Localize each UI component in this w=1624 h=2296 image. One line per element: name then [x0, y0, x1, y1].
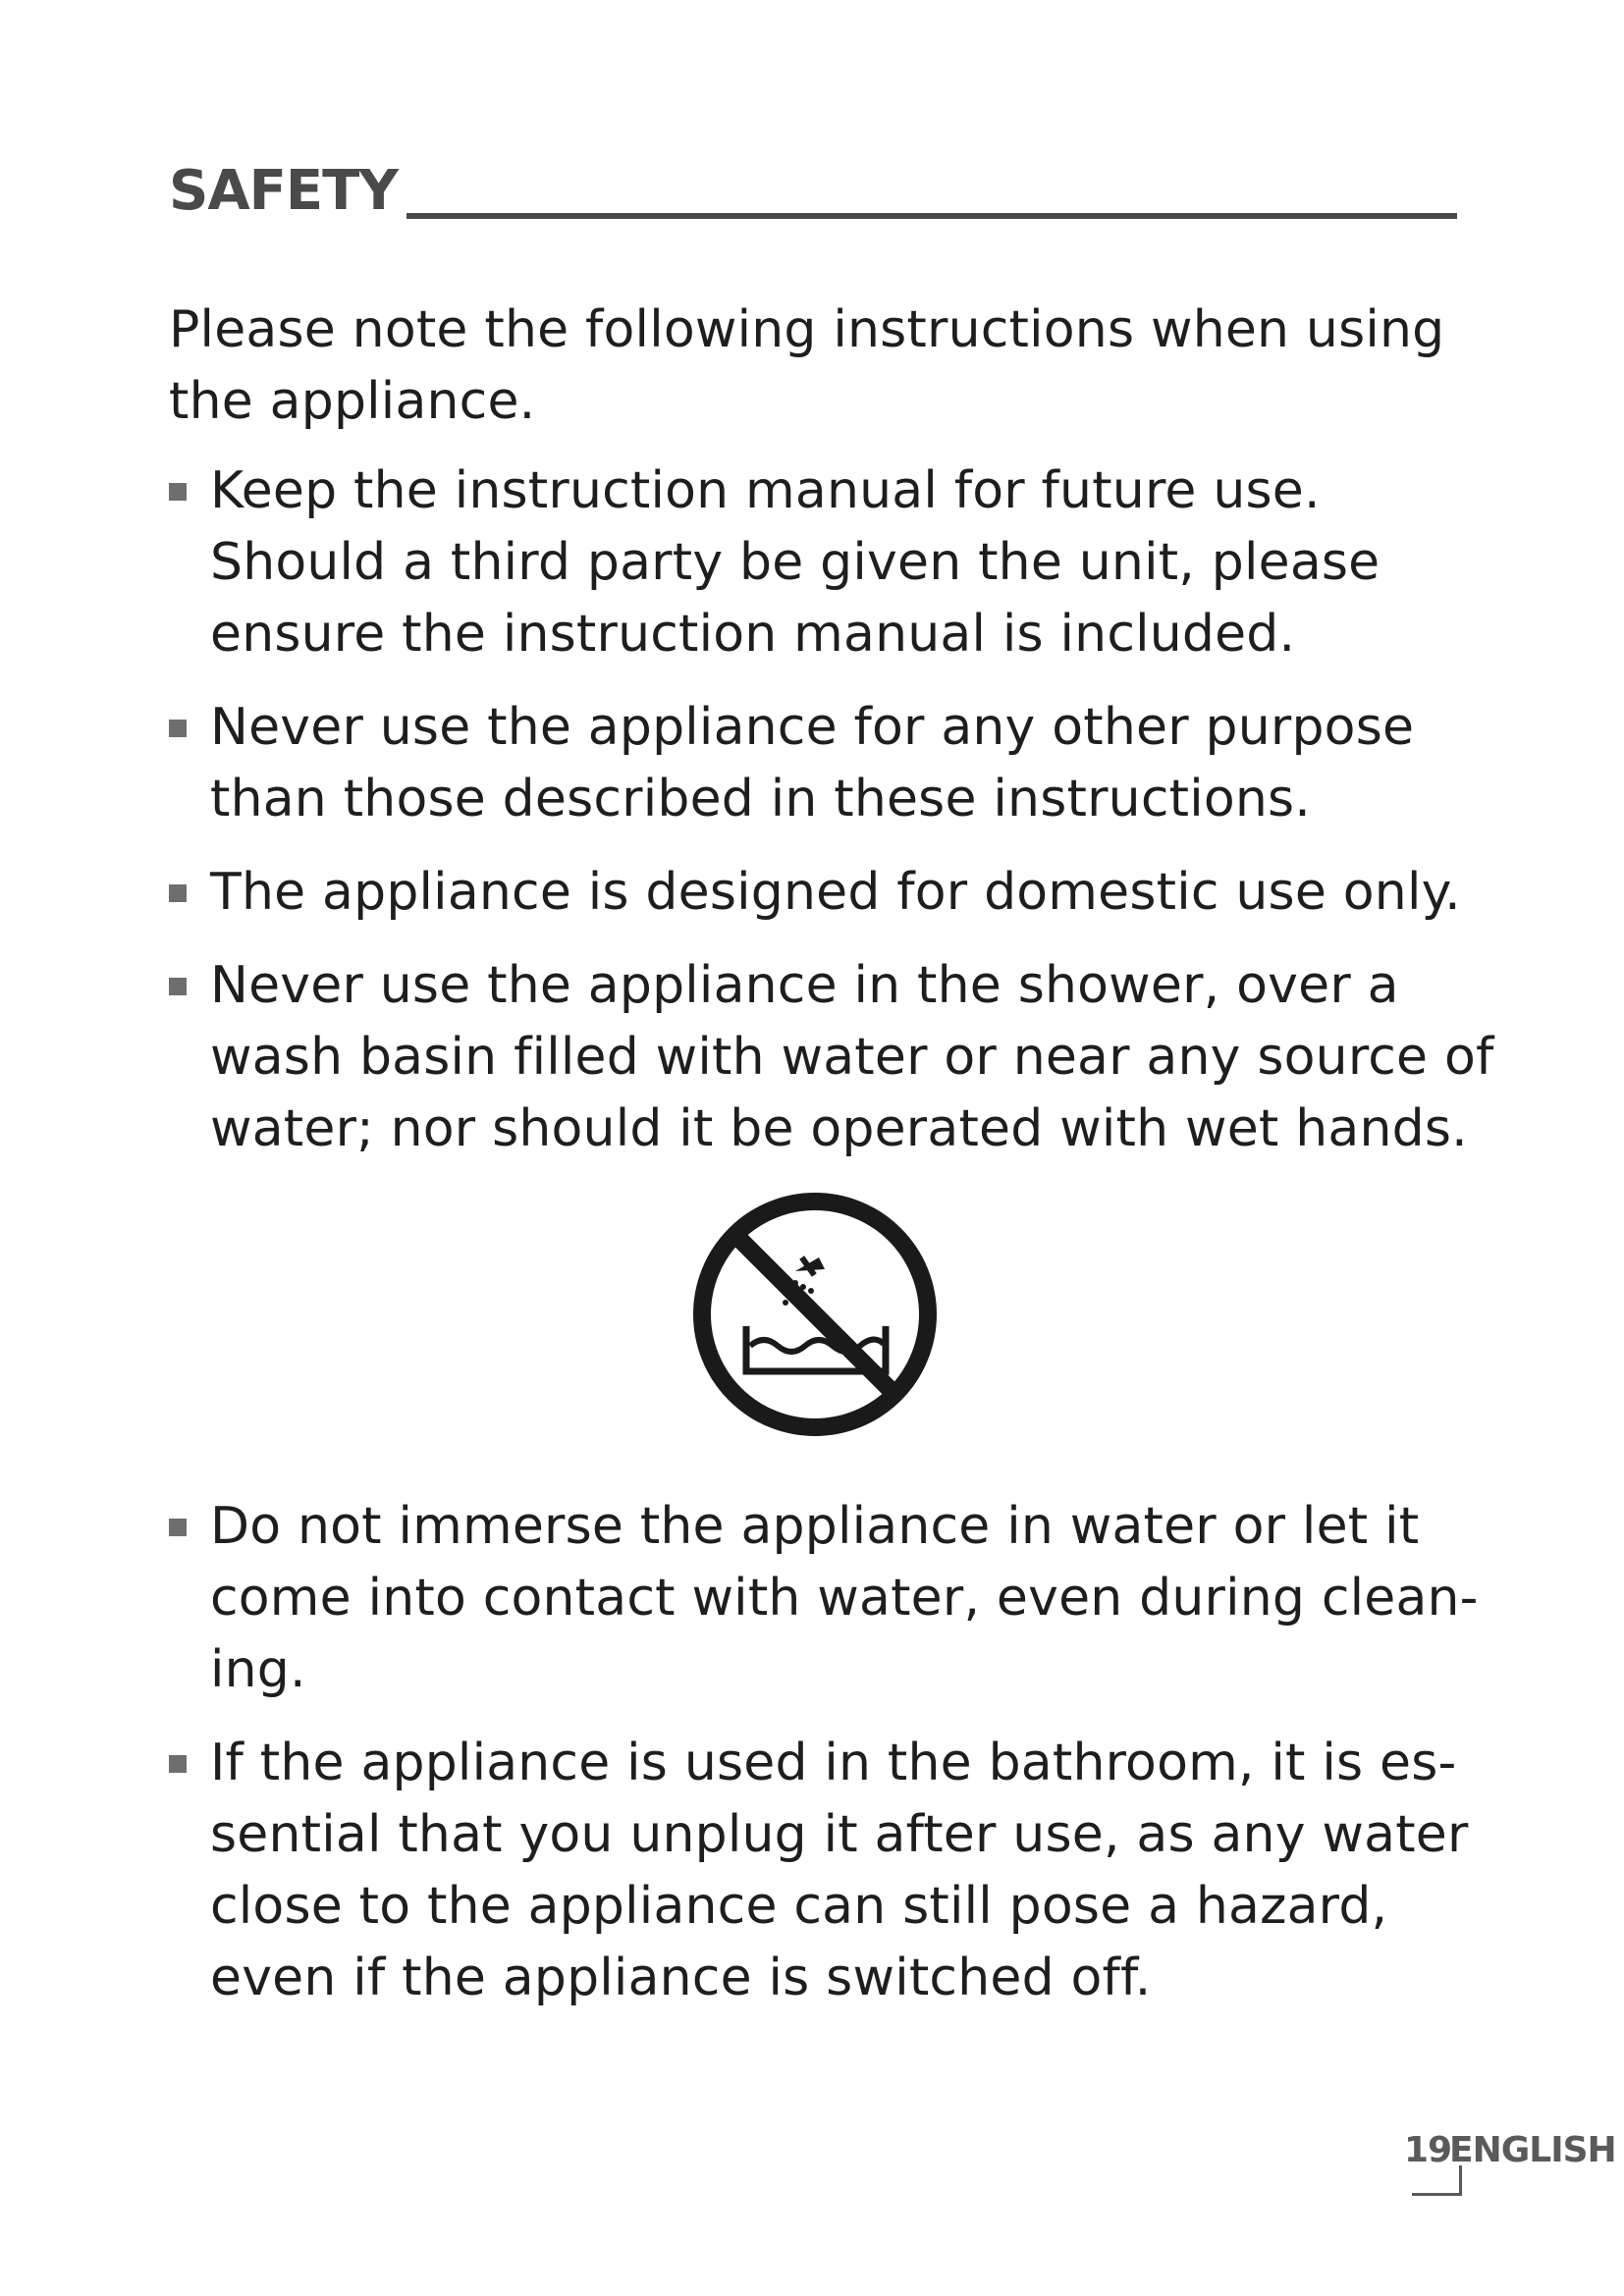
- list-item: [169, 1728, 1504, 2014]
- list-item-text: Never use the appliance for any other purpose than those described in these instructions.: [210, 698, 1415, 828]
- list-item: [169, 950, 1504, 1165]
- section-heading-row: [169, 152, 1457, 231]
- list-item: [169, 455, 1504, 670]
- list-item-text: If the appliance is used in the bathroom, it is es-sential that you unplug it after use, as any water close to the appliance can still pose a hazard, even if the appliance is switched off.: [210, 1734, 1469, 2007]
- heading-rule: [406, 213, 1457, 219]
- square-bullet-icon: [169, 978, 187, 995]
- warning-sign-container: [169, 1189, 1504, 1446]
- page-footer: [1404, 2130, 1620, 2199]
- square-bullet-icon: [169, 884, 187, 902]
- footer-corner-mark: [1412, 2165, 1462, 2196]
- no-water-near-bath-icon: [689, 1189, 941, 1440]
- square-bullet-icon: [169, 1755, 187, 1773]
- square-bullet-icon: [169, 720, 187, 737]
- intro-text: Please note the following instructions when using the appliance.: [169, 300, 1445, 431]
- list-item: [169, 857, 1504, 929]
- list-item-text: The appliance is designed for domestic use only.: [210, 863, 1461, 922]
- square-bullet-icon: [169, 1519, 187, 1536]
- list-item-text: Keep the instruction manual for future use. Should a third party be given the unit, please ensure the instruction manual is included.: [210, 461, 1380, 664]
- list-item: [169, 692, 1504, 835]
- section-heading: SAFETY: [169, 159, 398, 223]
- list-item-text: Never use the appliance in the shower, over a wash basin filled with water or near any source of water; nor should it be operated with wet hands.: [210, 956, 1494, 1158]
- list-item-text: Do not immerse the appliance in water or let it come into contact with water, even during clean-ing.: [210, 1497, 1479, 1699]
- page-content: [169, 294, 1504, 2036]
- page-number: 19: [1404, 2130, 1452, 2170]
- list-item: [169, 1491, 1504, 1706]
- square-bullet-icon: [169, 483, 187, 501]
- footer-language: ENGLISH: [1449, 2130, 1616, 2170]
